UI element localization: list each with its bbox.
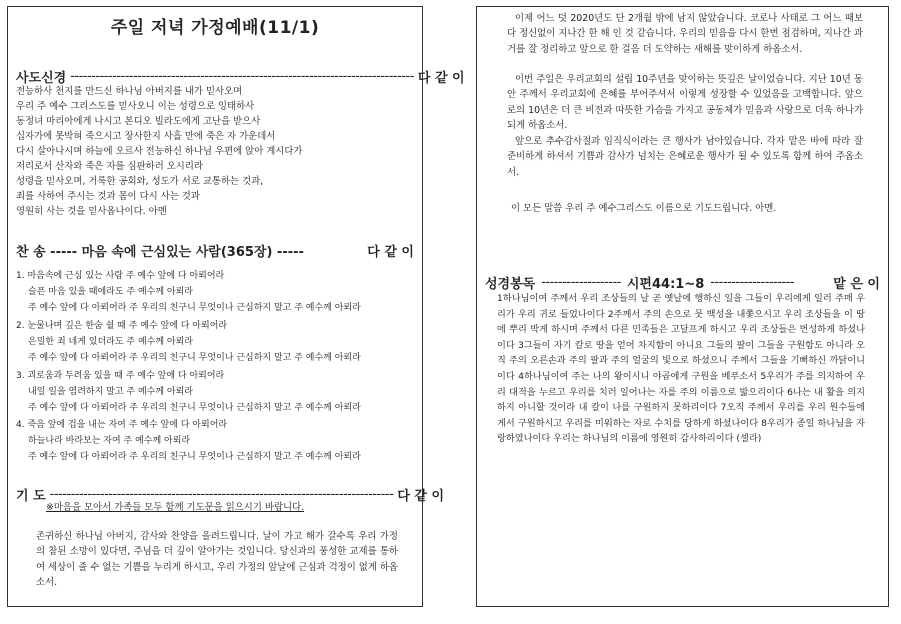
psalm-dashes-left: ------------------- xyxy=(541,275,621,290)
closing-prayer: 이 모든 말씀 우리 주 예수그리스도 이름으로 기도드립니다. 아멘. xyxy=(511,203,777,214)
hymn-line: 하늘나라 바라보는 자여 주 예수께 아뢰라 xyxy=(28,436,191,446)
prayer-notice: ※마음을 모아서 가족들 모두 함께 기도문을 읽으시기 바랍니다. xyxy=(46,502,305,513)
creed-line: 십자가에 못박혀 죽으시고 장사한지 사흘 만에 죽은 자 가운데서 xyxy=(16,131,276,142)
hymn-line: 주 예수 앞에 다 아뢰어라 주 우리의 친구니 무엇이나 근심하지 말고 주 예수께 아뢰라 xyxy=(28,452,361,462)
creed-heading: 사도신경 xyxy=(16,71,67,86)
prayer-paragraph-1: 이제 어느 덧 2020년도 단 2개월 밖에 남지 않았습니다. 코로나 사태로 그 어느 때보다 정신없이 지나간 한 해 인 것 같습니다. 우리의 믿음을 다시 한번 점검하며, 지나간 과거를 잘 정리하고 앞으로 한 걸음 더 도약하는 새해를 맞이하게 하옵소서. xyxy=(507,13,863,55)
page-title: 주일 저녁 가정예배(11/1) xyxy=(110,18,320,38)
right-page xyxy=(476,6,889,607)
hymn-line: 주 예수 앞에 다 아뢰어라 주 우리의 친구니 무엇이나 근심하지 말고 주 예수께 아뢰라 xyxy=(28,303,361,313)
hymn-line: 1. 마음속에 근심 있는 사람 주 예수 앞에 다 아뢰어라 xyxy=(16,271,225,281)
psalm-dashes-right: -------------------- xyxy=(710,275,795,290)
hymn-leader: 다 같 이 xyxy=(367,245,414,260)
prayer-paragraph-3: 앞으로 추수감사절과 임직식이라는 큰 행사가 남아있습니다. 각자 맡은 바에 따라 잘 준비하게 하셔서 기쁨과 감사가 넘치는 은혜로운 행사가 될 수 있도록 함께 하여 주옵소서. xyxy=(507,136,863,178)
creed-leader: 다 같 이 xyxy=(417,71,465,86)
creed-line: 전능하사 천지를 만드신 하나님 아버지를 내가 믿사오며 xyxy=(16,86,243,97)
psalm-heading: 성경봉독 xyxy=(485,277,536,292)
prayer-paragraph-2: 이번 주일은 우리교회의 설립 10주년을 맞이하는 뜻깊은 날이었습니다. 지난 10년 동안 주께서 우리교회에 은혜를 부어주셔서 이렇게 성장할 수 있었음을 고백합니다. 앞으로의 10년은 더 큰 비전과 따뜻한 가슴을 가지고 공동체가 믿음과 사랑으로 더욱 하나가 되게 하옵소서. xyxy=(507,74,863,132)
hymn-section-header xyxy=(16,241,414,260)
prayer-leader: 다 같 이 xyxy=(397,489,445,504)
prayer-heading: 기 도 xyxy=(16,489,46,504)
psalm-reference: 시편44:1~8 xyxy=(626,277,705,292)
hymn-line: 주 예수 앞에 다 아뢰어라 주 우리의 친구니 무엇이나 근심하지 말고 주 예수께 아뢰라 xyxy=(28,353,361,363)
creed-line: 성령을 믿사오며, 거룩한 공회와, 성도가 서로 교통하는 것과, xyxy=(16,176,264,187)
hymn-line: 내일 일을 염려하지 말고 주 예수께 아뢰라 xyxy=(28,387,193,397)
creed-line: 동정녀 마리아에게 나시고 본디오 빌라도에게 고난을 받으사 xyxy=(16,116,261,127)
hymn-line: 은밀한 죄 네게 있더라도 주 예수께 아뢰라 xyxy=(28,337,193,347)
hymn-line: 주 예수 앞에 다 아뢰어라 주 우리의 친구니 무엇이나 근심하지 말고 주 예수께 아뢰라 xyxy=(28,403,361,413)
hymn-line: 2. 눈물나며 깊은 한숨 쉴 때 주 예수 앞에 다 아뢰어라 xyxy=(16,321,228,331)
creed-line: 죄를 사하여 주시는 것과 몸이 다시 사는 것과 xyxy=(16,191,200,202)
hymn-line: 3. 괴로움과 두려움 있을 때 주 예수 앞에 다 아뢰어라 xyxy=(16,371,225,381)
hymn-heading: 찬 송 ----- 마음 속에 근심있는 사람(365장) ----- xyxy=(16,245,304,260)
prayer-dashes: ---------------------------------------------------------------------------------- xyxy=(49,487,394,502)
left-page xyxy=(7,6,465,607)
creed-line: 우리 주 예수 그리스도를 믿사오니 이는 성령으로 잉태하사 xyxy=(16,101,255,112)
prayer-text: 존귀하신 하나님 아버지, 감사와 찬양을 올려드립니다. 날이 가고 해가 갈수록 우리 가정의 참된 소망이 있다면, 주님을 더 깊이 알아가는 것입니다. 당신과의 풍성한 교제를 통하여 세상이 줄 수 없는 기쁨을 누리게 하시고, 우리 가정의 앞날에 근심과 걱정이 없게 하옵소서. xyxy=(36,531,398,589)
hymn-line: 4. 죽음 앞에 겁을 내는 자여 주 예수 앞에 다 아뢰어라 xyxy=(16,420,228,430)
psalm-reader: 맡 은 이 xyxy=(833,277,880,292)
creed-dashes: ---------------------------------------------------------------------------------- xyxy=(70,69,414,84)
creed-line: 영원히 사는 것을 믿사옵나이다. 아멘 xyxy=(16,206,167,217)
psalm-text: 1하나님이여 주께서 우리 조상들의 날 곧 옛날에 행하신 일을 그들이 우리에게 일러 주매 우리가 우리 귀로 들었나이다 2주께서 주의 손으로 뭇 백성을 내쫓으시고 우리 조상들을 이 땅에 뿌리 박게 하시며 주께서 다른 민족들은 고달프게 하시고 우리 조상들은 번성하게 하셨나이다 3그들이 자기 칼로 땅을 얻어 차지함이 아니요 그들의 팔이 그들을 구원함도 아니라 오직 주의 오른손과 주의 팔과 주의 얼굴의 빛으로 하셨으니 주께서 그들을 기뻐하신 까닭이니이다 4하나님이여 주는 나의 왕이시니 야곱에게 구원을 베푸소서 5우리가 주를 의지하여 우리 대적을 누르고 우리를 치러 일어나는 자를 주의 이름으로 밟으리이다 6나는 내 활을 의지하지 아니할 것이라 내 칼이 나를 구원하지 못하리이다 7오직 주께서 우리를 우리 원수들에게서 구원하시고 우리를 미워하는 자로 수치를 당하게 하셨나이다 8우리가 종일 하나님을 자랑하였나이다 우리는 하나님의 이름에 영원히 감사하리이다 (셀라) xyxy=(497,293,865,445)
creed-line: 다시 살아나시며 하늘에 오르사 전능하신 하나님 우편에 앉아 계시다가 xyxy=(16,146,303,157)
hymn-line: 슬픈 마음 있을 때에라도 주 예수께 아뢰라 xyxy=(28,287,193,297)
psalm-section-header xyxy=(485,273,880,292)
creed-line: 저리로서 산자와 죽은 자를 심판하러 오시리라 xyxy=(16,161,203,172)
